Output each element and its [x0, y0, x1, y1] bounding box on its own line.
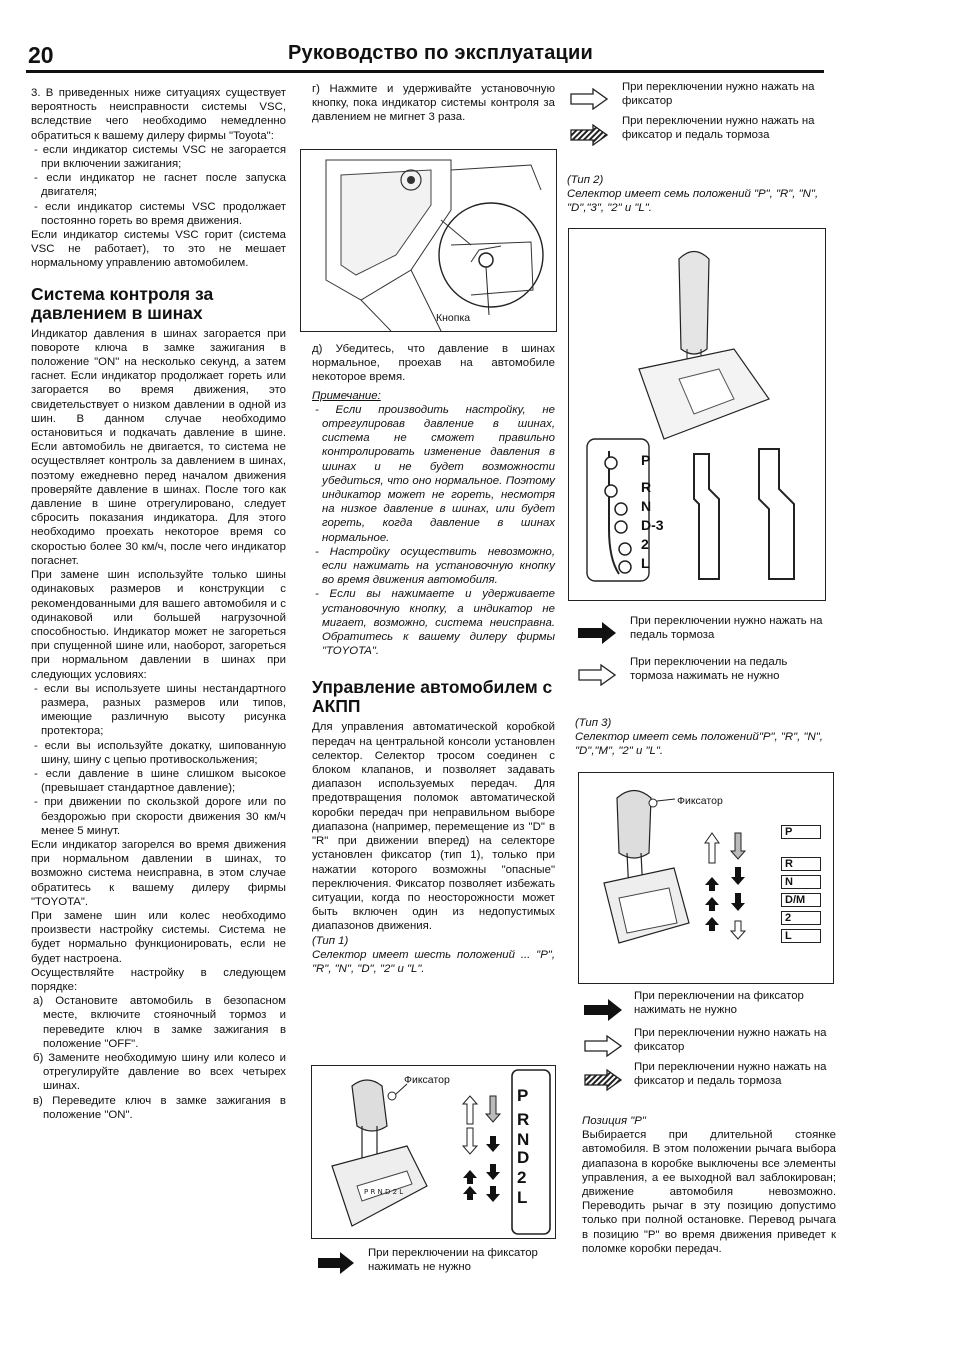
gear-position: R	[517, 1110, 530, 1129]
tpms-bullet: - если вы используете шины нестандартного размера, разных размеров или типов, имеющие различную высоту рисунка протектора;	[34, 682, 286, 738]
column-middle	[312, 82, 555, 125]
bottom-legend	[584, 989, 834, 1109]
tpms-paragraph: При замене шин или колес необходимо произвести настройку системы. Система не будет нормально функционировать, если не будет настроена.	[31, 909, 286, 965]
type2-caption	[567, 173, 832, 215]
tpms-step: а) Остановите автомобиль в безопасном месте, включите стояночный тормоз и переведите ключ в замке зажигания в положение "OFF".	[33, 995, 286, 1050]
legend-text: При переключении на фиксатор нажимать не нужно	[368, 1247, 538, 1273]
note-item: - Настройку осуществить невозможно, если нажимать на установочную кнопку во время движения автомобиля.	[315, 545, 555, 587]
position-p-text: Выбирается при длительной стоянке автомобиля. В этом положении рычага выбора диапазона в коробке выключены все элементы управления, а ее выходной вал заблокирован; движение автомобиля невозможно. Переводить рычаг в эту позицию допустимо только при полной остановке. Перевод рычага в позицию "P" во время движения приведет к поломке коробки передач.	[582, 1129, 836, 1255]
section-title-akpp: Управление автомобилем с АКПП	[312, 677, 553, 717]
tpms-bullet: - если давление в шине слишком высокое (превышает стандартное давление);	[34, 767, 286, 795]
type2-desc: Селектор имеет семь положений "P", "R", "N", "D","3", "2" и "L".	[567, 188, 819, 214]
type1-positions	[517, 1084, 547, 1208]
vsc-bullet: - если индикатор системы VSC не загорается при включении зажигания;	[34, 143, 286, 171]
type2-selector-figure	[568, 228, 826, 601]
gear-position: D	[517, 1148, 530, 1167]
gear-position: N	[517, 1130, 530, 1149]
gear-position: D/M	[781, 893, 821, 907]
type2-title: (Тип 2)	[567, 174, 604, 186]
dashboard-illustration	[301, 150, 556, 331]
tpms-button-figure	[300, 149, 557, 332]
position-p-section	[582, 1114, 836, 1256]
legend-text: При переключении нужно нажать на педаль тормоза	[630, 615, 823, 641]
tpms-paragraph: При замене шин используйте только шины одинаковых размеров и конструкции с рекомендованными для вашего автомобиля и с одинаковой или большей нагрузочной способностью. Индикатор может не загореться при спущенной шине или, наоборот, загореться при нормальном давлении в шинах при следующих условиях:	[31, 569, 286, 681]
page-title: Руководство по эксплуатации	[288, 42, 594, 64]
tpms-step-d: д) Убедитесь, что давление в шинах нормальное, проехав на автомобиле некоторое время.	[312, 343, 555, 384]
gear-position: 2	[641, 536, 649, 552]
type1-selector-figure	[311, 1065, 556, 1239]
gear-position: P	[781, 825, 821, 839]
gear-position: 2	[517, 1168, 527, 1187]
white-arrow-icon	[570, 88, 608, 110]
gear-position: P	[641, 452, 651, 468]
gear-position: L	[781, 929, 821, 943]
svg-text:P R N D 2 L: P R N D 2 L	[364, 1188, 404, 1196]
gear-position: 2	[781, 911, 821, 925]
legend-text: При переключении нужно нажать на фиксатор	[634, 1027, 827, 1053]
note-item: - Если вы нажимаете и удерживаете установочную кнопку, а индикатор не мигает, возможно, система неисправна. Обратитесь к вашему дилеру фирмы "TOYOTA".	[315, 588, 555, 658]
type1-lock-label: Фиксатор	[404, 1074, 450, 1086]
hatched-arrow-icon	[584, 1069, 622, 1091]
gear-position: P	[517, 1086, 529, 1105]
column-middle-body	[312, 342, 555, 976]
tpms-step-g: г) Нажмите и удерживайте установочную кнопку, пока индикатор системы контроля за давлением не мигнет 3 раза.	[312, 83, 555, 124]
gear-position: N	[781, 875, 821, 889]
type1-arrows	[463, 1096, 500, 1202]
button-label: Кнопка	[436, 312, 471, 324]
legend-text: При переключении нужно нажать на фиксатор и педаль тормоза	[622, 115, 815, 141]
white-arrow-icon	[578, 664, 616, 686]
tpms-step: б) Замените необходимую шину или колесо и отрегулируйте давление во всех четырех шинах.	[33, 1052, 286, 1093]
legend-text: При переключении нужно нажать на фиксатор и педаль тормоза	[634, 1061, 827, 1087]
type3-arrows	[705, 833, 745, 939]
legend-text: При переключении на фиксатор нажимать не нужно	[634, 990, 804, 1016]
top-legend	[570, 80, 830, 160]
tpms-paragraph: Осуществляйте настройку в следующем порядке:	[31, 966, 286, 993]
vsc-note: Если индикатор системы VSC горит (система VSC не работает), то это не мешает нормальному управлению автомобилем.	[31, 229, 286, 270]
gear-position: L	[517, 1188, 528, 1207]
hatched-arrow-icon	[570, 124, 608, 146]
type3-desc: Селектор имеет семь положений"P", "R", "N", "D","M", "2" и "L".	[575, 731, 823, 757]
vsc-intro: 3. В приведенных ниже ситуациях существует вероятность неисправности системы VSC, вследствие чего необходимо немедленно обратиться к вашему дилеру фирмы "Toyota":	[31, 87, 286, 142]
tpms-step: в) Переведите ключ в замке зажигания в положение "ON".	[33, 1094, 286, 1121]
type3-positions	[781, 825, 821, 943]
akpp-paragraph: Для управления автоматической коробкой передач на центральной консоли установлен селектор. Селектор тросом соединен с блоком клапанов, и позволяет задавать диапазон используемых передач. Для предотвращения поломок автоматической коробки передач при неправильном выборе диапазона (например, перемещение из "D" в "R" при движении вперед) на селекторе установлен фиксатор (тип 1), только при нажатии которого возможны "опасные" переключения. Фиксатор позволяет избежать ситуации, когда по неосторожности может быть включен один из недопустимых диапазонов движения.	[312, 721, 555, 933]
vsc-bullet: - если индикатор системы VSC продолжает постоянно гореть во время движения.	[34, 200, 286, 227]
tpms-paragraph: Если индикатор загорелся во время движения при нормальном давлении в шинах, то возможно система неисправна, в этом случае обратитесь к вашему дилеру фирмы "TOYOTA".	[31, 838, 286, 908]
type3-selector-figure	[578, 772, 834, 984]
gear-position: D-3	[641, 517, 664, 533]
type1-desc: Селектор имеет шесть положений ... "P", "R", "N", "D", "2" и "L".	[312, 948, 555, 975]
section-title-tpms: Система контроля за давлением в шинах	[31, 283, 214, 323]
tpms-bullet: - если вы используйте докатку, шипованную шину, шину с цепью противоскольжения;	[34, 739, 286, 766]
gear-position: R	[641, 479, 652, 495]
type2-positions	[641, 451, 681, 573]
black-arrow-icon	[318, 1252, 354, 1274]
type3-lock-label: Фиксатор	[677, 795, 723, 807]
vsc-bullet: - если индикатор не гаснет после запуска двигателя;	[34, 172, 286, 199]
type3-caption	[575, 716, 840, 758]
black-arrow-icon	[584, 999, 622, 1021]
mid-legend	[578, 614, 828, 704]
column-left	[31, 86, 286, 1122]
white-arrow-icon	[584, 1035, 622, 1057]
legend-text: При переключении на педаль тормоза нажимать не нужно	[630, 656, 788, 682]
page-number: 20	[28, 42, 54, 68]
tpms-paragraph: Индикатор давления в шинах загорается при повороте ключа в замке зажигания в положение "ON" на несколько секунд, а затем гаснет. Если индикатор продолжает гореть или загорается во время движения, это свидетельствует о низком давлении в одной из шин. В данном случае необходимо остановиться и подкачать давление в шине. Если автомобиль не двигается, то система не осуществляет контроль за давлением в шинах, поэтому ежедневно перед началом движения проверяйте давление в шинах. После того как давление в шине отрегулировано, следует сбросить показания индикатора. Для этого необходимо проехать некоторое время со скоростью более 30 км/ч, после чего индикатор погаснет.	[31, 327, 286, 567]
gear-position: R	[781, 857, 821, 871]
type1-title: (Тип 1)	[312, 934, 349, 947]
type2-lever-illustration	[569, 229, 825, 600]
gear-position: L	[641, 555, 650, 571]
note-title: Примечание:	[312, 389, 381, 402]
legend-text: При переключении нужно нажать на фиксатор	[622, 81, 815, 107]
gear-position: N	[641, 498, 652, 514]
page-header	[26, 40, 824, 73]
note-item: - Если производить настройку, не отрегулировав давление в шинах, система не сможет правильно контролировать изменение давления в шинах и не будет возможности убедиться, что оно нормальное. Поэтому индикатор может не гореть, несмотря на низкое давление в шинах, или будет гореть, когда давление в шинах нормальное.	[315, 403, 555, 544]
type1-legend	[318, 1246, 558, 1280]
position-p-title: Позиция "P"	[582, 1115, 646, 1127]
type3-title: (Тип 3)	[575, 717, 612, 729]
tpms-bullet: - при движении по скользкой дороге или по бездорожью при скорости движения 30 км/ч менее 5 минут.	[34, 796, 286, 837]
black-arrow-icon	[578, 622, 616, 644]
